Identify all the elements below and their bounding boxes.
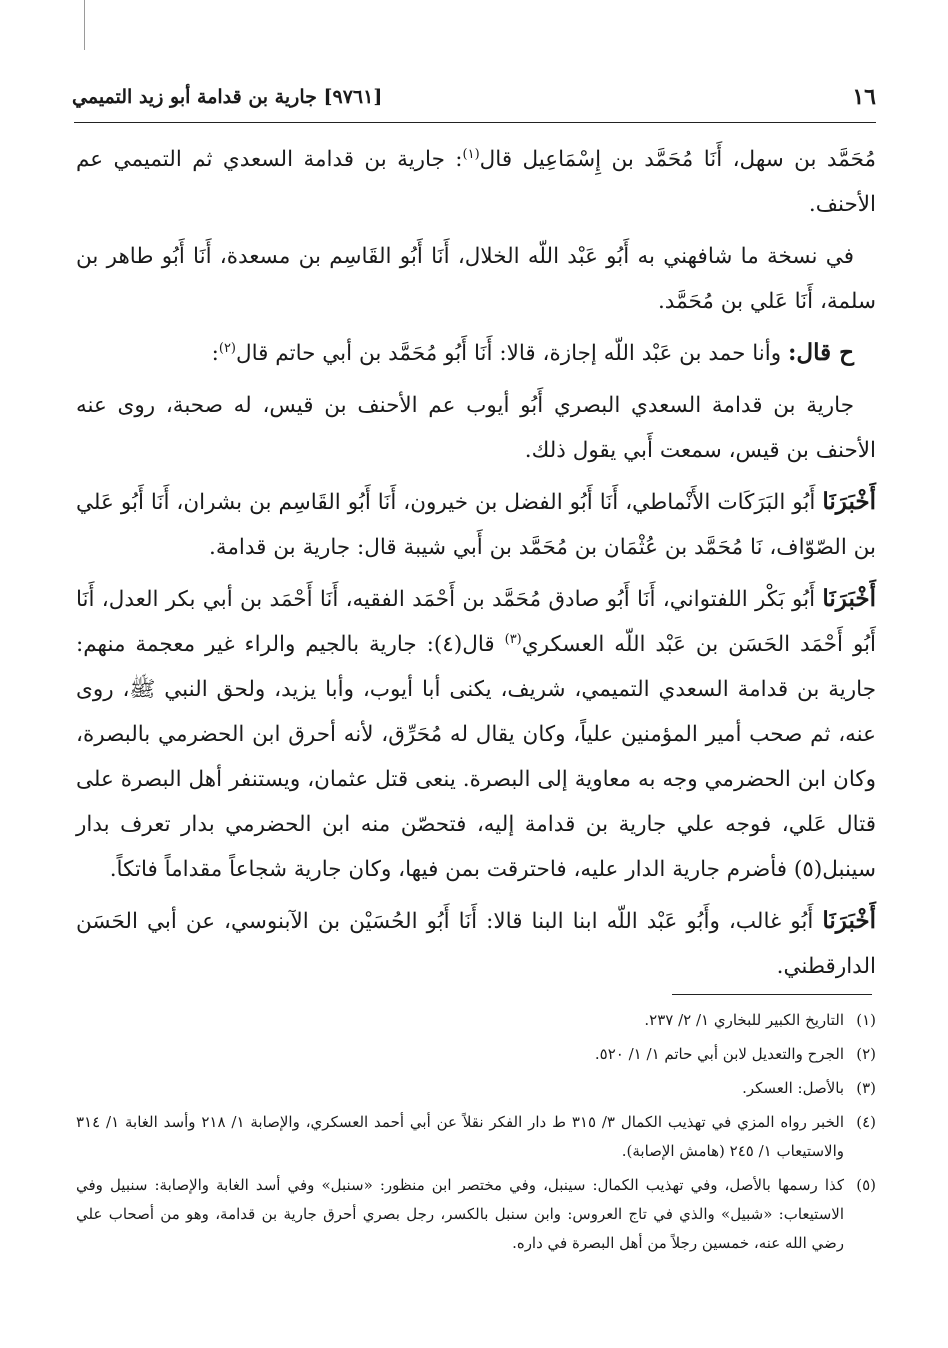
paragraph-rest: قال(٤): جارية بالجيم والراء غير معجمة منهم: جارية بن قدامة السعدي التميمي، شريف، يكنى أبا أيوب، وأبا يزيد، ولحق النبي ﷺ، روى عنه، ثم صحب أمير المؤمنين علياً، وكان يقال له مُحَرِّق، لأنه أحرق ابن الحضرمي بالبصرة، وكان ابن الحضرمي وجه به معاوية إلى البصرة. ينعى قتل عثمان، ويستنفر أهل البصرة على قتال عَلي، فوجه علي جارية بن قدامة إليه، فتحصّن منه ابن الحضرمي بدار تعرف بدار سينبل(٥) فأضرم جارية الدار عليه، فاحترقت بمن فيها، وكان جارية شجاعاً مقداماً فاتكاً. [76,632,876,882]
paragraph-text: أَبُو البَرَكَات الأَنْماطي، أَنَا أَبُو الفضل بن خيرون، أَنَا أَبُو القَاسِم بن بشران، أَنَا أَبُو عَلي بن الصّوّاف، نَا مُحَمَّد بن عُثْمَان بن مُحَمَّد بن أَبي شيبة قال: جارية بن قدامة. [76,490,876,560]
paragraph-rest: : جارية بن قدامة السعدي ثم التميمي عم الأحنف. [76,147,876,217]
page-number: ١٦ [852,84,876,110]
paragraph-text: وأنا حمد بن عَبْد اللّه إجازة، قالا: أَنَا أَبُو مُحَمَّد بن أبي حاتم قال [236,341,788,366]
paragraph-keyword: أَخْبَرَنَا [822,488,876,515]
footnote-number: (٣) [856,1079,876,1097]
paragraph-rest: : [211,341,219,366]
footnote-separator [672,994,872,995]
header-rule [74,122,876,123]
paragraph-5 [76,479,876,570]
paragraph-6 [76,576,876,892]
footnote-text: بالأصل: العسكر. [742,1079,844,1097]
page-header [72,80,876,120]
footnote-5 [76,1171,876,1258]
paragraph-text: أَبُو غالب، وأَبُو عَبْد اللّه ابنا البنا قالا: أَنَا أَبُو الحُسَيْن بن الآبنوسي، عن أبي الحَسَن الدارقطني. [76,909,876,979]
footnote-text: الجرح والتعديل لابن أبي حاتم ١/ ١/ ٥٢٠. [594,1045,844,1063]
main-text [76,136,876,995]
footnote-text: التاريخ الكبير للبخاري ١/ ٢/ ٢٣٧. [644,1011,844,1029]
footnote-text: الخبر رواه المزي في تهذيب الكمال ٣/ ٣١٥ ط دار الفكر نقلاً عن أبي أحمد العسكري، والإصابة ١/ ٢١٨ وأسد الغابة ١/ ٣١٤ والاستيعاب ١/ ٢٤٥ (هامش الإصابة). [76,1113,844,1160]
footnote-1 [76,1006,876,1035]
paragraph-3 [76,330,876,376]
footnote-number: (١) [856,1011,876,1029]
footnote-ref: (١) [462,146,480,162]
running-head: [٩٧٦١] جارية بن قدامة أبو زيد التميمي [72,86,383,108]
footnote-number: (٤) [856,1113,876,1131]
footnote-ref: (٣) [504,631,522,647]
footnote-3 [76,1074,876,1103]
paragraph-7 [76,898,876,989]
paragraph-2 [76,233,876,324]
footnote-ref: (٢) [218,340,236,356]
paragraph-text: أَبُو بَكْر اللفتواني، أَنَا أَبُو صادق مُحَمَّد بن أَحْمَد الفقيه، أَنَا أَحْمَد بن أبي بكر العدل، أَنَا أَبُو أَحْمَد الحَسَن بن عَبْد اللّه العسكري [76,587,877,657]
footnotes [76,1006,876,1263]
footnote-number: (٥) [856,1176,876,1194]
footnote-2 [76,1040,876,1069]
paragraph-keyword: أَخْبَرَنَا [822,585,876,612]
footnote-text: كذا رسمها بالأصل، وفي تهذيب الكمال: سينبل، وفي مختصر ابن منظور: «سنبل» وفي أسد الغابة والإصابة: سنبيل وفي الاستيعاب: «شبيل» والذي في تاج العروس: وابن سنبل بالكسر، رجل بصري أحرق جارية بن قدامة، وهو من أصحاب علي رضي الله عنه، خمسين رجلاً من أهل البصرة في داره. [76,1176,844,1252]
footnote-4 [76,1108,876,1166]
paragraph-text: في نسخة ما شافهني به أَبُو عَبْد اللّه الخلال، أَنَا أَبُو القَاسِم بن مسعدة، أَنَا أَبُو طاهر بن سلمة، أَنَا عَلي بن مُحَمَّد. [76,244,876,314]
paragraph-keyword: أَخْبَرَنَا [822,907,876,934]
paragraph-4 [76,382,876,473]
paragraph-text: مُحَمَّد بن سهل، أَنَا مُحَمَّد بن إِسْمَاعِيل قال [479,147,876,172]
paragraph-1 [76,136,876,227]
footnote-number: (٢) [856,1045,876,1063]
scan-edge-mark [84,0,85,50]
paragraph-keyword: ح قال: [787,339,854,366]
paragraph-text: جارية بن قدامة السعدي البصري أَبُو أيوب عم الأحنف بن قيس، له صحبة، روى عنه الأحنف بن قيس، سمعت أَبي يقول ذلك. [76,393,876,463]
